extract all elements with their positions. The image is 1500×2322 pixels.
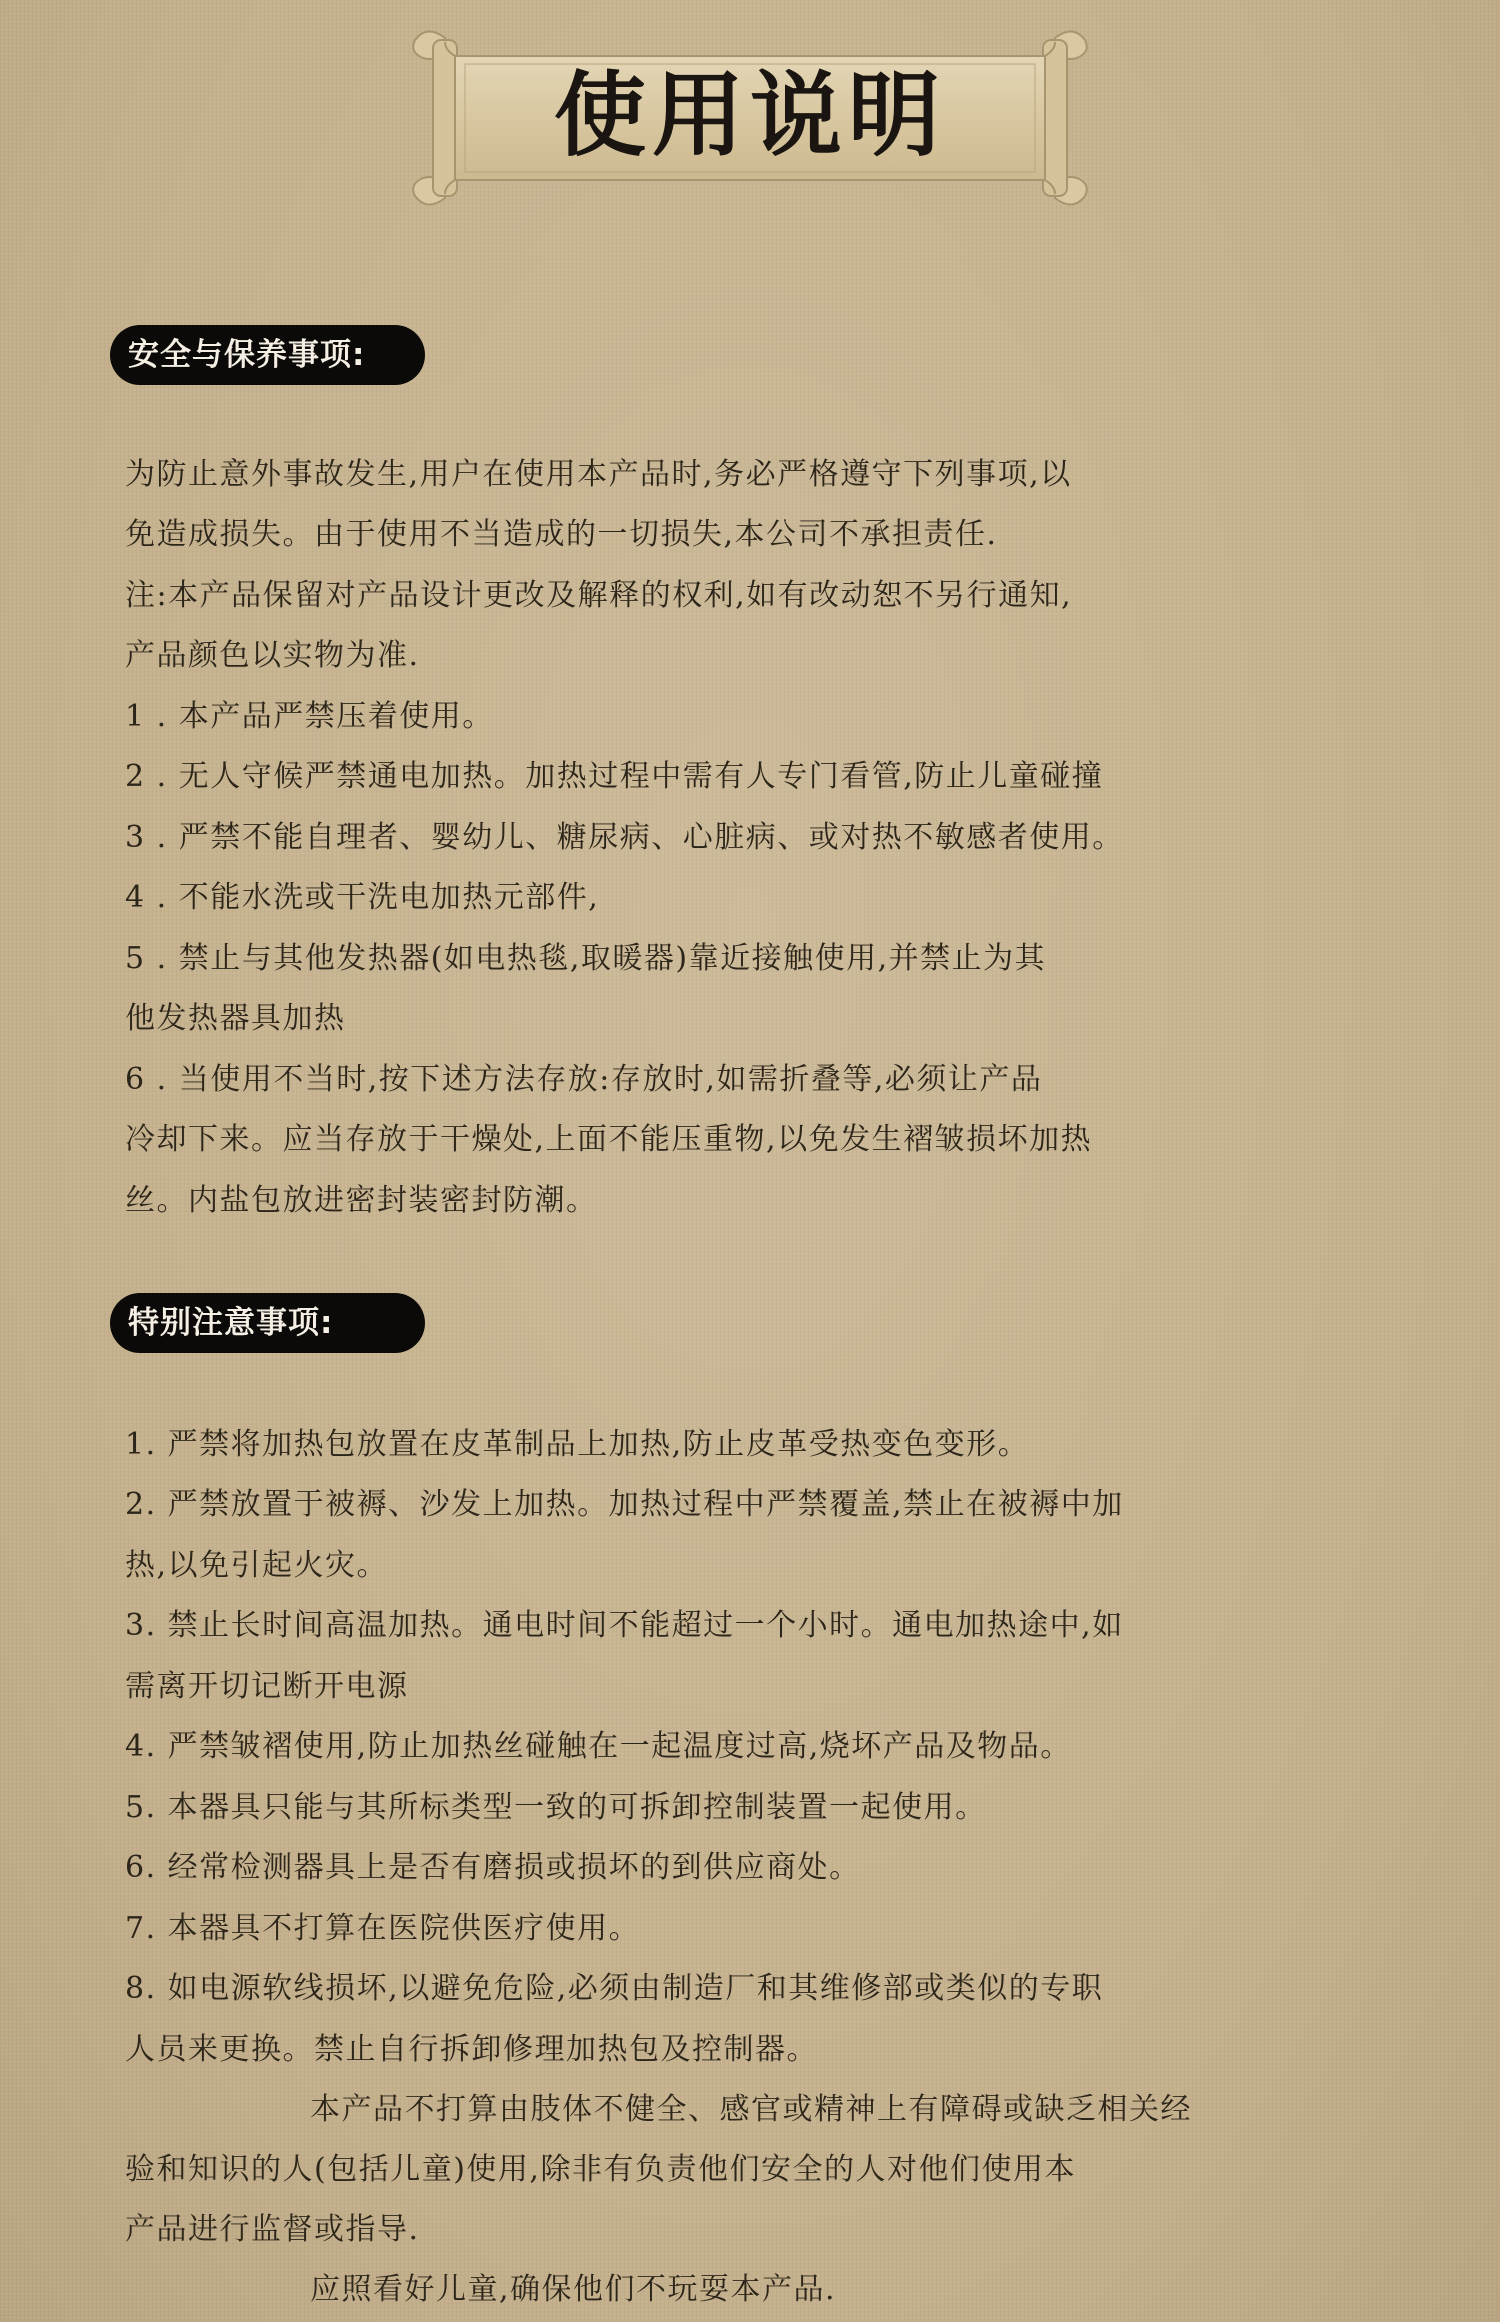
section1-line: 4 . 不能水洗或干洗电加热元部件, [125, 880, 600, 915]
section1-line: 他发热器具加热 [125, 1001, 346, 1036]
notice-line: 应照看好儿童,确保他们不玩耍本产品. [310, 2272, 837, 2307]
section1-line: 丝。内盐包放进密封装密封防潮。 [125, 1183, 598, 1218]
section2-line: 需离开切记断开电源 [125, 1669, 409, 1704]
page-title: 使用说明 [553, 62, 946, 169]
section1-line: 产品颜色以实物为准. [125, 638, 420, 673]
section1-line: 6 . 当使用不当时,按下述方法存放:存放时,如需折叠等,必须让产品 [125, 1062, 1043, 1097]
section2-line: 5. 本器具只能与其所标类型一致的可拆卸控制装置一起使用。 [125, 1790, 987, 1825]
section2-line: 6. 经常检测器具上是否有磨损或损坏的到供应商处。 [125, 1850, 861, 1885]
section2-line: 热,以免引起火灾。 [125, 1548, 389, 1583]
section2-line: 8. 如电源软线损坏,以避免危险,必须由制造厂和其维修部或类似的专职 [125, 1971, 1104, 2006]
section1-line: 3 . 严禁不能自理者、婴幼儿、糖尿病、心脏病、或对热不敏感者使用。 [125, 820, 1124, 855]
section1-line: 免造成损失。由于使用不当造成的一切损失,本公司不承担责任. [125, 517, 998, 552]
section1-line: 为防止意外事故发生,用户在使用本产品时,务必严格遵守下列事项,以 [125, 457, 1072, 492]
title-scroll-banner [405, 18, 1095, 218]
section1-line: 2 . 无人守候严禁通电加热。加热过程中需有人专门看管,防止儿童碰撞 [125, 759, 1104, 794]
section2-line: 7. 本器具不打算在医院供医疗使用。 [125, 1911, 641, 1946]
section1-line: 5 . 禁止与其他发热器(如电热毯,取暖器)靠近接触使用,并禁止为其 [125, 941, 1047, 976]
notice-line: 本产品不打算由肢体不健全、感官或精神上有障碍或缺乏相关经 [310, 2092, 1192, 2127]
section-heading-safety: 安全与保养事项: [110, 325, 425, 385]
section2-line: 2. 严禁放置于被褥、沙发上加热。加热过程中严禁覆盖,禁止在被褥中加 [125, 1487, 1124, 1522]
notice-line: 验和知识的人(包括儿童)使用,除非有负责他们安全的人对他们使用本 [125, 2152, 1076, 2187]
section2-line: 1. 严禁将加热包放置在皮革制品上加热,防止皮革受热变色变形。 [125, 1427, 1030, 1462]
notice-line: 产品进行监督或指导. [125, 2212, 420, 2247]
section1-line: 冷却下来。应当存放于干燥处,上面不能压重物,以免发生褶皱损坏加热 [125, 1122, 1093, 1157]
section1-line: 1 . 本产品严禁压着使用。 [125, 699, 494, 734]
section-heading-special-notes: 特别注意事项: [110, 1293, 425, 1353]
section2-line: 3. 禁止长时间高温加热。通电时间不能超过一个小时。通电加热途中,如 [125, 1608, 1124, 1643]
section2-line: 4. 严禁皱褶使用,防止加热丝碰触在一起温度过高,烧坏产品及物品。 [125, 1729, 1072, 1764]
section1-line: 注:本产品保留对产品设计更改及解释的权利,如有改动恕不另行通知, [125, 578, 1073, 613]
section2-line: 人员来更换。禁止自行拆卸修理加热包及控制器。 [125, 2032, 818, 2067]
